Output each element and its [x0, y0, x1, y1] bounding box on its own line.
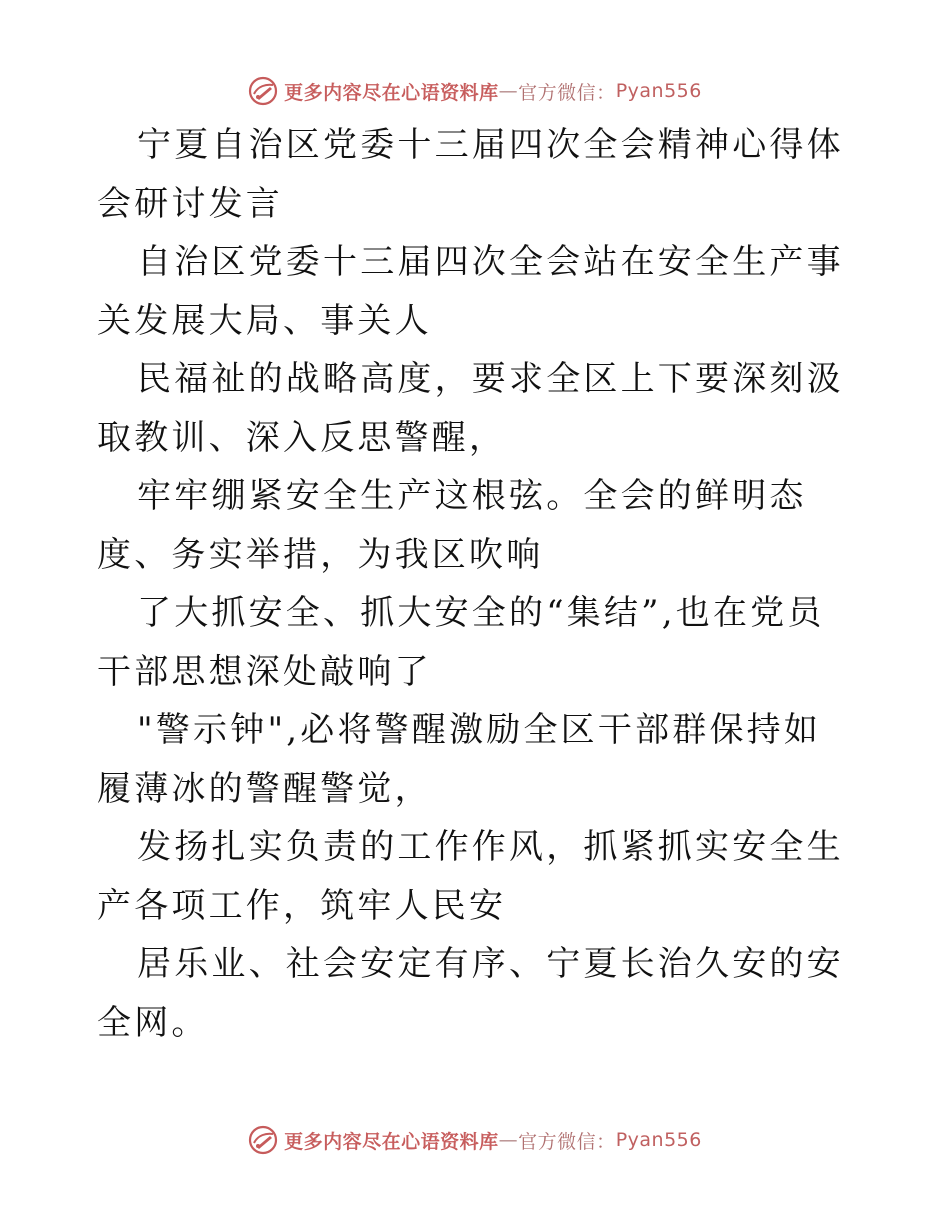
paragraph: 牢牢绷紧安全生产这根弦。全会的鲜明态度、务实举措，为我区吹响: [97, 476, 807, 575]
watermark-contact-label: 官方微信：: [518, 81, 616, 104]
footer-watermark: [0, 1120, 950, 1160]
watermark-dash: —: [498, 1129, 519, 1151]
paragraph: 自治区党委十三届四次全会站在安全生产事关发展大局、事关人: [97, 242, 844, 341]
watermark-brand: 更多内容尽在心语资料库: [284, 81, 499, 104]
paragraph: "警示钟",必将警醒激励全区干部群保持如履薄冰的警醒警觉，: [97, 710, 822, 809]
document-body: [97, 116, 857, 1052]
paragraph: 发扬扎实负责的工作作风，抓紧抓实安全生产各项工作，筑牢人民安: [97, 827, 844, 926]
brand-logo-icon: [248, 76, 278, 106]
paragraph: 居乐业、社会安定有序、宁夏长治久安的安全网。: [97, 944, 844, 1043]
watermark-dash: —: [498, 80, 519, 102]
watermark-contact-label: 官方微信：: [518, 1130, 616, 1153]
paragraph: 民福祉的战略高度，要求全区上下要深刻汲取教训、深入反思警醒，: [97, 359, 844, 458]
paragraph: 了大抓安全、抓大安全的“集结”,也在党员干部思想深处敲响了: [97, 593, 825, 692]
watermark-contact-id: Pyan556: [615, 1129, 702, 1151]
header-watermark: [0, 71, 950, 111]
document-title: 宁夏自治区党委十三届四次全会精神心得体会研讨发言: [97, 125, 844, 224]
brand-logo-icon: [248, 1125, 278, 1155]
watermark-contact-id: Pyan556: [615, 80, 702, 102]
watermark-brand: 更多内容尽在心语资料库: [284, 1130, 499, 1153]
